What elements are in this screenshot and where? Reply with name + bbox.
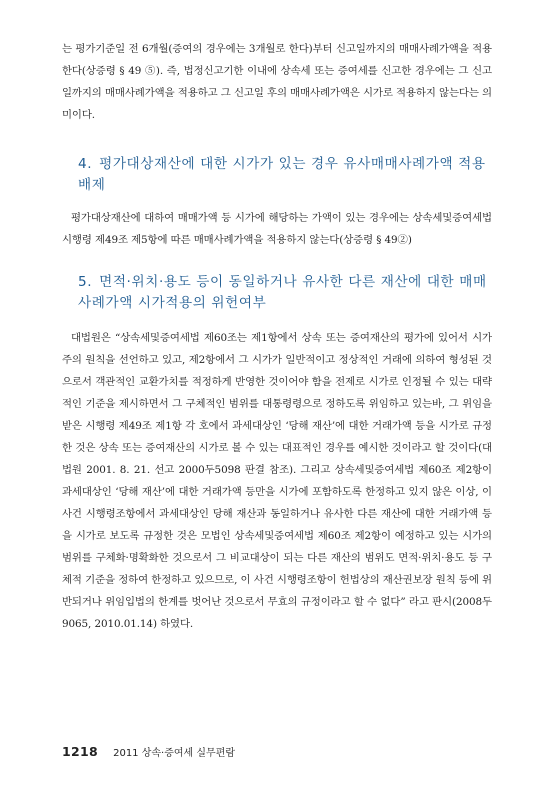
book-title: 2011 상속·증여세 실무편람 <box>113 748 236 759</box>
section-5-paragraph: 대법원은 “상속세및증여세법 제60조는 제1항에서 상속 또는 증여재산의 평가에 있어서 시가주의 원칙을 선언하고 있고, 제2항에서 그 시가가 일반적이고 정상적인 거래에 의하여 형성된 것으로서 객관적인 교환가치를 적정하게 반영한 것이어야 함을 전제로 시가로 인정될 수 있는 대략적인 기준을 제시하면서 그 구체적인 범위를 대통령령으로 정하도록 위임하고 있는바, 그 위임을 받은 시행령 제49조 제1항 각 호에서 과세대상인 ‘당해 재산’에 대한 거래가액 등을 시가로 규정한 것은 상속 또는 증여재산의 시가로 볼 수 있는 대표적인 경우를 예시한 것이라고 할 것이다(대법원 2001. 8. 21. 선고 2000두5098 판결 참조). 그리고 상속세및증여세법 제60조 제2항이 과세대상인 ‘당해 재산’에 대한 거래가액 등만을 시가에 포함하도록 한정하고 있지 않은 이상, 이 사건 시행령조항에서 과세대상인 당해 재산과 동일하거나 유사한 다른 재산에 대한 거래가액 등을 시가로 보도록 규정한 것은 모법인 상속세및증여세법 제60조 제2항이 예정하고 있는 시가의 범위를 구체화·명확화한 것으로서 그 비교대상이 되는 다른 재산의 범위도 면적·위치·용도 등 구체적 기준을 정하여 한정하고 있으므로, 이 사건 시행령조항이 헌법상의 재산권보장 원칙 등에 위반되거나 위임입법의 한계를 벗어난 것으로서 무효의 규정이라고 할 수 없다” 라고 판시(2008두9065, 2010.01.14) 하였다. <box>62 332 492 630</box>
section-4-heading <box>78 154 498 196</box>
section-5-title: 면적·위치·용도 등이 동일하거나 유사한 다른 재산에 대한 매매사례가액 시가적용의 위헌여부 <box>78 274 487 311</box>
section-4-title: 평가대상재산에 대한 시가가 있는 경우 유사매매사례가액 적용배제 <box>78 156 486 193</box>
section-5-number: 5. <box>78 274 93 290</box>
section-4-paragraph: 평가대상재산에 대하여 매매가액 등 시가에 해당하는 가액이 있는 경우에는 상속세및증여세법 시행령 제49조 제5항에 따른 매매사례가액을 적용하지 않는다(상증령 § 49②) <box>62 212 492 246</box>
page-number: 1218 <box>62 744 98 759</box>
section-5-heading <box>78 272 498 314</box>
intro-paragraph: 는 평가기준일 전 6개월(증여의 경우에는 3개월로 한다)부터 신고일까지의 매매사례가액을 적용한다(상증령 § 49 ⑤). 즉, 법정신고기한 이내에 상속세 또는 증여세를 신고한 경우에는 그 신고일까지의 매매사례가액을 적용하고 그 신고일 후의 매매사례가액은 시가로 적용하지 않는다는 의미이다. <box>62 43 492 121</box>
page-footer <box>62 741 235 760</box>
section-4-number: 4. <box>78 156 93 172</box>
